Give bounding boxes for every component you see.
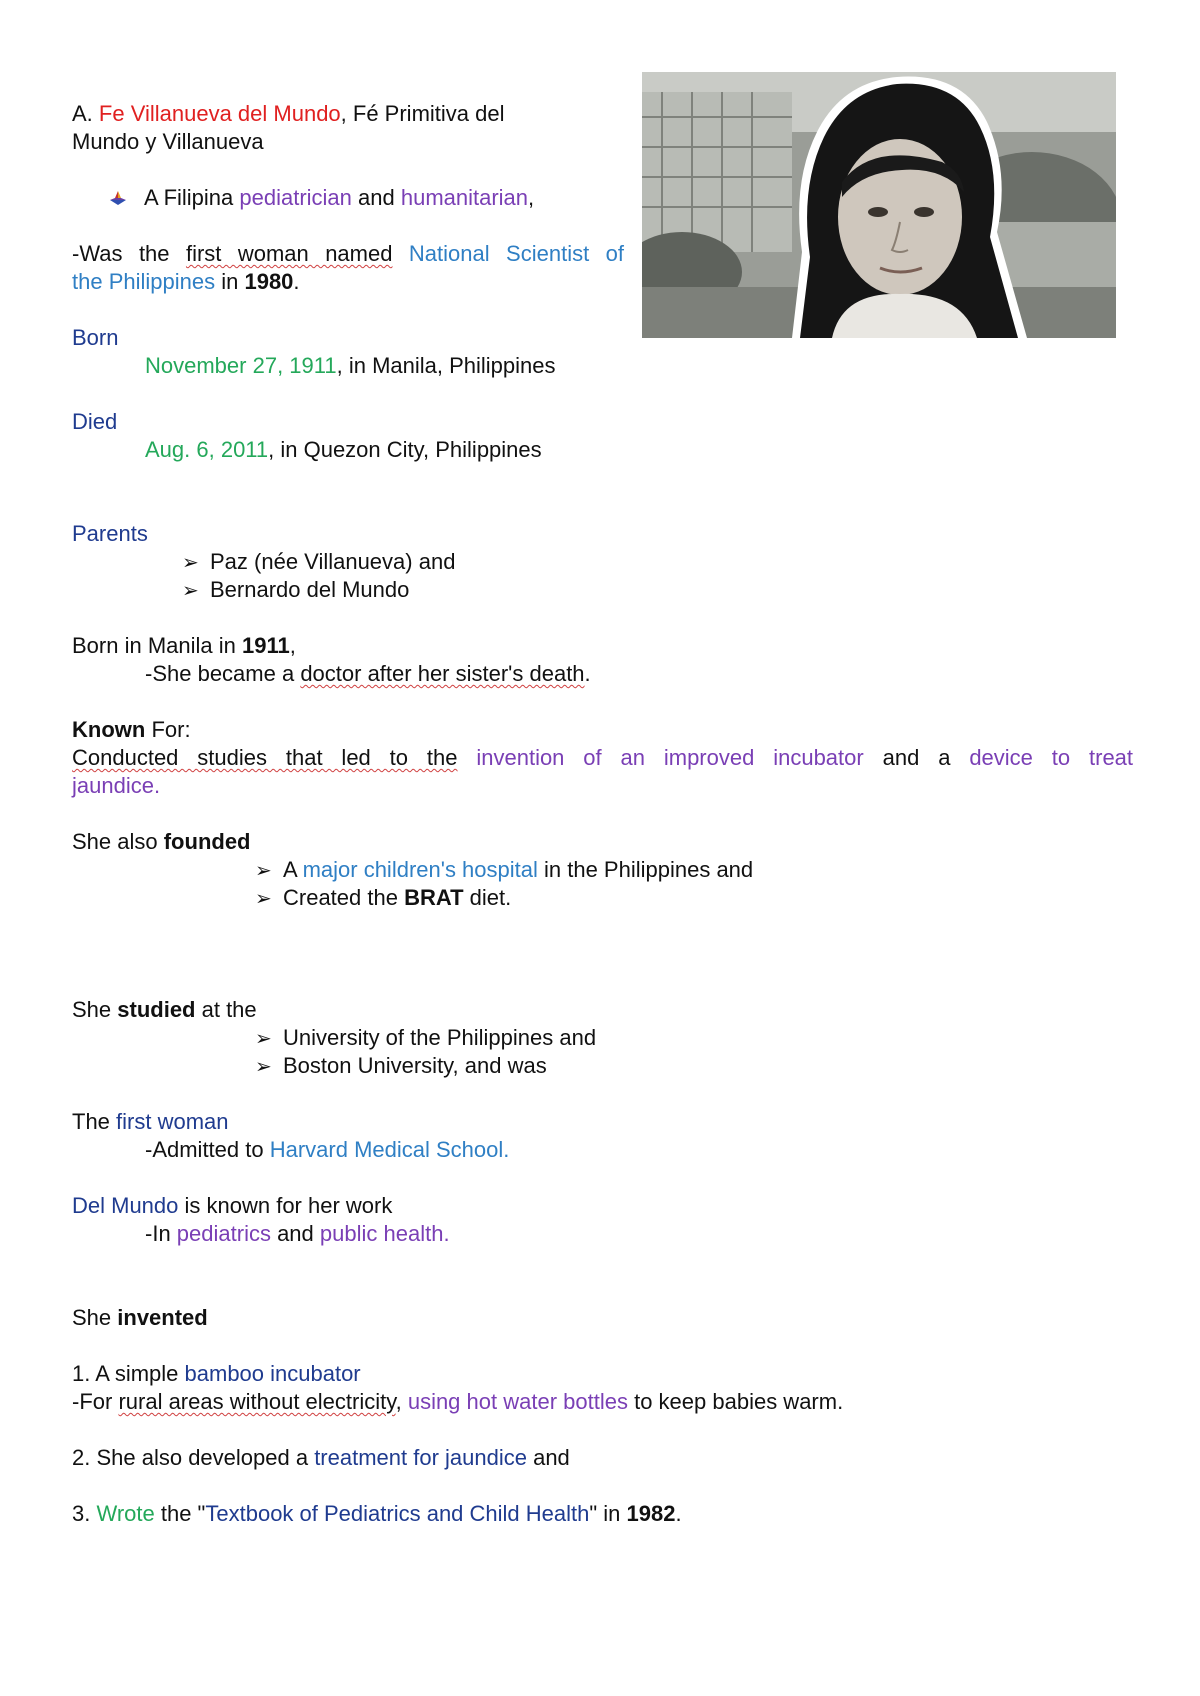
portrait-photo [642,72,1116,338]
diamond-bullet-icon [110,184,144,212]
known-for-line1: Conducted studies that led to the invention of an improved incubator and a device to treat [72,745,1134,770]
invention-2: 2. She also developed a treatment for jaundice and [72,1445,570,1470]
became-doctor-line: -She became a doctor after her sister's death. [145,661,591,686]
invented-heading: She invented [72,1305,208,1330]
heading-line1: A. Fe Villanueva del Mundo, Fé Primitiva del [72,101,505,126]
first-woman-heading: The first woman [72,1109,229,1134]
known-for-line2: jaundice. [72,773,161,798]
invention-3: 3. Wrote the "Textbook of Pediatrics and Child Health" in 1982. [72,1501,682,1526]
parent-item: ➢ Bernardo del Mundo [182,576,409,605]
arrow-bullet-icon: ➢ [182,552,199,574]
born-label: Born [72,325,119,350]
parent-item: ➢ Paz (née Villanueva) and [182,548,455,577]
studied-heading: She studied at the [72,997,257,1022]
died-detail: Aug. 6, 2011, in Quezon City, Philippines [145,437,542,462]
founded-item: ➢ Created the BRAT diet. [255,884,511,913]
arrow-bullet-icon: ➢ [255,1028,272,1050]
studied-item: ➢ Boston University, and was [255,1052,547,1081]
first-woman-line1: -Was the first woman named National Scientist of [72,241,624,266]
arrow-bullet-icon: ➢ [182,580,199,602]
subject-name: Fe Villanueva del Mundo [98,101,341,126]
work-heading: Del Mundo is known for her work [72,1193,393,1218]
arrow-bullet-icon: ➢ [255,1056,272,1078]
harvard-line: -Admitted to Harvard Medical School. [145,1137,510,1162]
known-for-heading: Known For: [72,717,191,742]
portrait-illustration [642,72,1116,338]
work-line: -In pediatrics and public health. [145,1221,450,1246]
invention-1: 1. A simple bamboo incubator [72,1361,361,1386]
arrow-bullet-icon: ➢ [255,860,272,882]
invention-1-detail: -For rural areas without electricity, using hot water bottles to keep babies warm. [72,1389,844,1414]
born-detail: November 27, 1911, in Manila, Philippines [145,353,556,378]
founded-heading: She also founded [72,829,251,854]
intro-bullet: A Filipina pediatrician and humanitarian, [110,184,534,212]
studied-item: ➢ University of the Philippines and [255,1024,596,1053]
arrow-bullet-icon: ➢ [255,888,272,910]
parents-label: Parents [72,521,148,546]
heading-line2: Mundo y Villanueva [72,129,264,154]
first-woman-line2: the Philippines in 1980. [72,269,300,294]
died-label: Died [72,409,118,434]
born-manila-line: Born in Manila in 1911, [72,633,296,658]
founded-item: ➢ A major children's hospital in the Philippines and [255,856,753,885]
